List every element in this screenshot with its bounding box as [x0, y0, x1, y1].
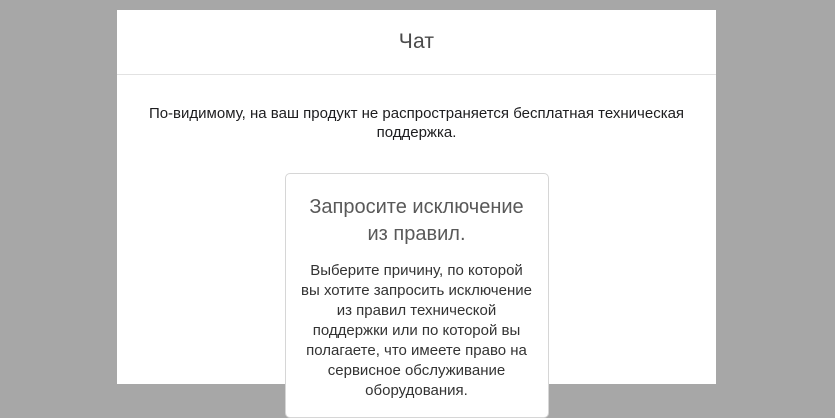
exception-request-card — [285, 173, 549, 418]
exception-card-description: Выберите причину, по которой вы хотите запросить исключение из правил технической поддержки или по которой вы полагаете, что имеете право на сервисное обслуживание оборудования. — [301, 262, 532, 399]
page-title: Чат — [398, 30, 435, 53]
exception-card-title: Запросите исключение из правил. — [309, 196, 524, 245]
chat-panel — [117, 10, 716, 399]
chat-header — [117, 10, 716, 75]
support-eligibility-message: По-видимому, на ваш продукт не распространяется бесплатная техническая поддержка. — [148, 105, 685, 141]
